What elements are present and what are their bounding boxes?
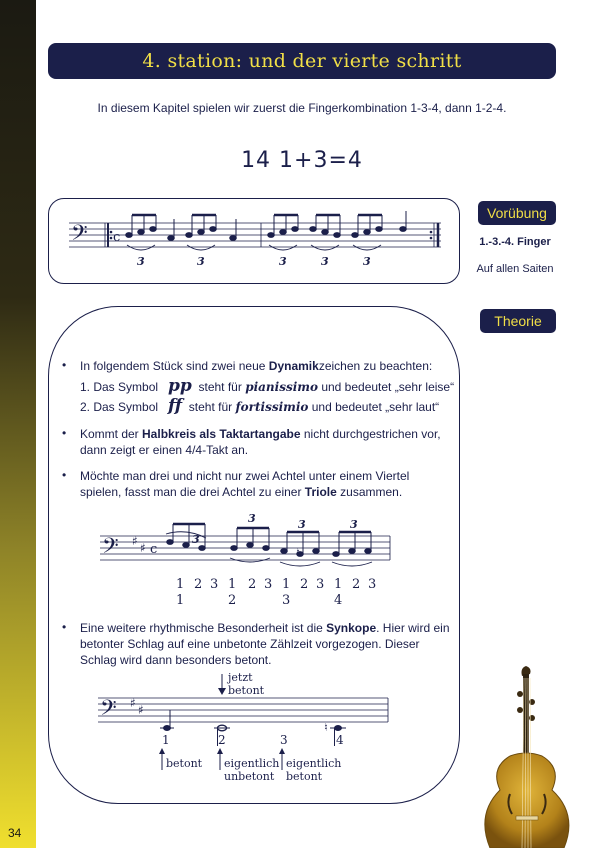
exercise-staff — [49, 199, 459, 283]
svg-text:𝄢: 𝄢 — [100, 696, 117, 726]
label-accented-2: betont — [286, 770, 323, 783]
page-number: 34 — [8, 826, 22, 840]
label-actually: eigentlich — [224, 757, 280, 770]
count-number: 2 — [300, 577, 309, 592]
bullet4-line3: Schlag wird dann besonders betont. — [80, 653, 272, 667]
bullet3-line2: spielen, fasst man die drei Achtel zu einer Triole zusammen. — [80, 485, 403, 499]
bullet4-line1: Eine weitere rhythmische Besonderheit ist die Synkope. Hier wird ein — [80, 621, 450, 635]
beat-number: 2 — [228, 593, 237, 608]
bullet2-line1: Kommt der Halbkreis als Taktartangabe nicht durchgestrichen vor, — [80, 427, 441, 441]
piece-heading: 14 1+3=4 — [241, 148, 363, 173]
svg-text:♯: ♯ — [132, 534, 138, 548]
svg-text:♮: ♮ — [324, 721, 328, 734]
triplet-mark: 3 — [321, 255, 329, 268]
vorubung-tag: Vorübung — [478, 201, 556, 225]
bullet-dot: • — [62, 358, 67, 372]
triplet-mark: 3 — [192, 533, 200, 546]
bullet2-line2: dann zeigt er einen 4/4-Takt an. — [80, 443, 249, 457]
side-gradient-bar — [0, 0, 36, 848]
triplet-mark: 3 — [248, 512, 256, 525]
svg-text:c: c — [113, 230, 121, 245]
triplet-mark: 3 — [137, 255, 145, 268]
triplet-mark: 3 — [197, 255, 205, 268]
bullet1-line1: 1. Das Symbol pp steht für pianissimo und bedeutet „sehr leise“ — [80, 376, 455, 396]
intro-text: In diesem Kapitel spielen wir zuerst die Fingerkombination 1-3-4, dann 1-2-4. — [97, 101, 507, 115]
syncope-beat: 2 — [218, 733, 226, 747]
count-number: 1 — [282, 577, 291, 592]
syncope-example — [98, 668, 398, 788]
fortissimo-symbol: ff — [168, 396, 183, 416]
annotation-accented: betont — [228, 684, 265, 697]
count-number: 1 — [176, 577, 185, 592]
strings-label: Auf allen Saiten — [476, 263, 554, 275]
svg-text:c: c — [150, 542, 158, 557]
syncope-beat: 4 — [336, 733, 344, 747]
bullet3-line1: Möchte man drei und nicht nur zwei Achtel unter einem Viertel — [80, 469, 410, 483]
annotation-now: jetzt — [228, 671, 253, 684]
count-number: 3 — [368, 577, 377, 592]
exercise-staff-box — [48, 198, 460, 284]
count-number: 2 — [248, 577, 257, 592]
syncope-beat: 3 — [280, 733, 288, 747]
count-number: 3 — [264, 577, 273, 592]
bullet-dot: • — [62, 468, 67, 482]
svg-text:♯: ♯ — [138, 703, 144, 717]
triplet-mark: 3 — [363, 255, 371, 268]
svg-text:♮: ♮ — [296, 546, 300, 559]
label-accented: betont — [166, 757, 203, 770]
count-number: 2 — [352, 577, 361, 592]
beat-number: 1 — [176, 593, 185, 608]
bullet4-line2: betonter Schlag auf eine unbetonte Zählzeit vorgezogen. Dieser — [80, 637, 420, 651]
count-number: 3 — [316, 577, 325, 592]
finger-label: 1.-3.-4. Finger — [479, 236, 551, 248]
cello-illustration — [470, 664, 600, 848]
beat-number: 3 — [282, 593, 291, 608]
label-unaccented: unbetont — [224, 770, 275, 783]
chapter-title: 4. station: und der vierte schritt — [48, 43, 556, 79]
count-number: 3 — [210, 577, 219, 592]
bullet1-intro: In folgendem Stück sind zwei neue Dynamikzeichen zu beachten: — [80, 359, 433, 373]
theorie-tag: Theorie — [480, 309, 556, 333]
triplet-mark: 3 — [350, 518, 358, 531]
svg-text:♯: ♯ — [140, 541, 146, 555]
beat-number: 4 — [334, 593, 343, 608]
count-number: 2 — [194, 577, 203, 592]
bullet-dot: • — [62, 620, 67, 634]
svg-text:♯: ♯ — [130, 696, 136, 710]
label-actually-2: eigentlich — [286, 757, 342, 770]
pianissimo-symbol: pp — [168, 376, 192, 396]
count-number: 1 — [334, 577, 343, 592]
count-number: 1 — [228, 577, 237, 592]
svg-text:𝄢: 𝄢 — [102, 534, 119, 564]
triplet-mark: 3 — [279, 255, 287, 268]
syncope-beat: 1 — [162, 733, 170, 747]
bullet1-line2: 2. Das Symbol ff steht für fortissimio und bedeutet „sehr laut“ — [80, 396, 440, 416]
triplet-mark: 3 — [298, 518, 306, 531]
bullet-dot: • — [62, 426, 67, 440]
svg-text:𝄢: 𝄢 — [71, 221, 88, 251]
triplet-counting-example — [100, 508, 410, 612]
